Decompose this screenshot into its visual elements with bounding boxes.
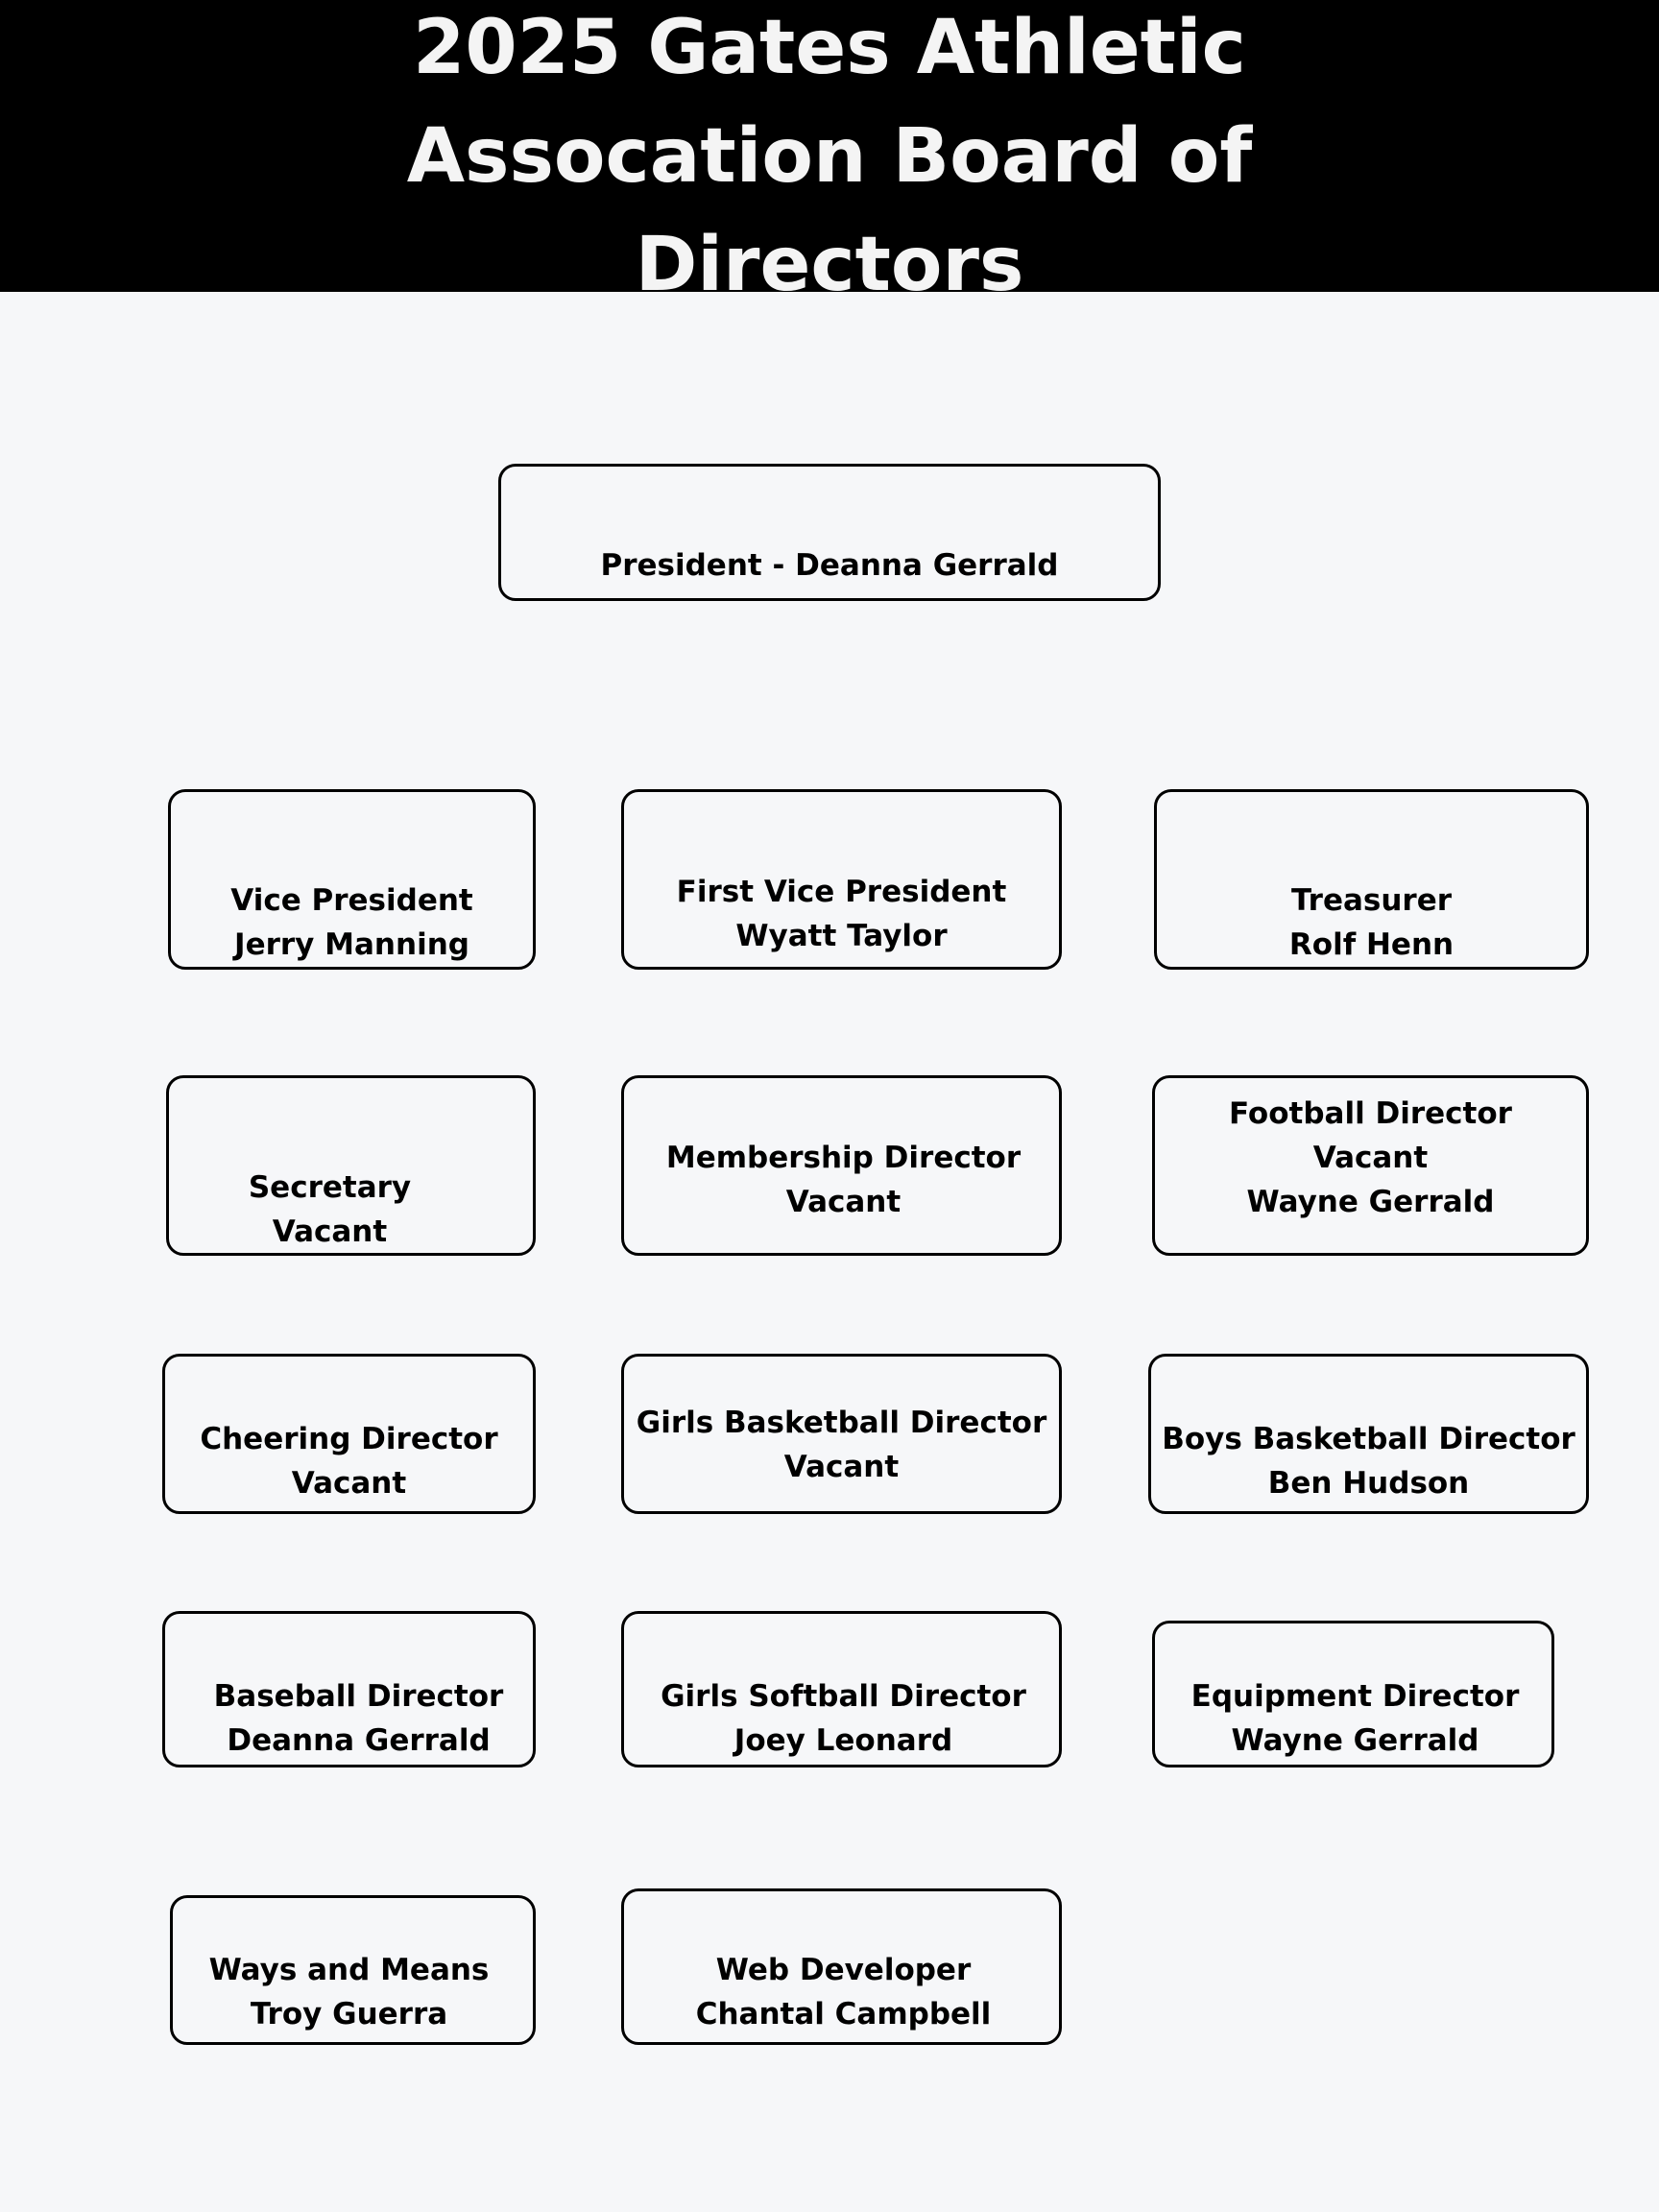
baseball-director-name: Deanna Gerrald <box>227 1723 491 1758</box>
title-line-1: 2025 Gates Athletic <box>413 5 1246 91</box>
first-vice-president-name: Wyatt Taylor <box>735 919 948 953</box>
first-vice-president-box <box>621 789 1062 970</box>
treasurer-name: Rolf Henn <box>1288 927 1455 962</box>
equipment-director-name: Wayne Gerrald <box>1231 1723 1479 1758</box>
membership-director-name: Vacant <box>785 1185 902 1219</box>
ways-and-means-name: Troy Guerra <box>250 1997 448 2032</box>
equipment-director-role: Equipment Director <box>1190 1679 1520 1714</box>
girls-basketball-director-box <box>621 1354 1062 1514</box>
baseball-director-role: Baseball Director <box>213 1679 504 1714</box>
first-vice-president-role: First Vice President <box>676 875 1007 909</box>
web-developer-name: Chantal Campbell <box>695 1997 992 2032</box>
vice-president-name: Jerry Manning <box>234 927 469 962</box>
membership-director-box <box>621 1075 1062 1256</box>
girls-basketball-director-name: Vacant <box>783 1450 900 1484</box>
football-director-box <box>1152 1075 1589 1256</box>
title-line-3: Directors <box>635 222 1024 292</box>
web-developer-box <box>621 1888 1062 2045</box>
title-banner <box>0 0 1659 292</box>
boys-basketball-director-box <box>1148 1354 1589 1514</box>
secretary-role: Secretary <box>248 1170 412 1205</box>
ways-and-means-role: Ways and Means <box>208 1953 490 1987</box>
membership-director-role: Membership Director <box>665 1141 1022 1175</box>
ways-and-means-box <box>170 1895 536 2045</box>
girls-softball-director-box <box>621 1611 1062 1767</box>
boys-basketball-director-name: Ben Hudson <box>1267 1466 1470 1501</box>
treasurer-role: Treasurer <box>1290 883 1453 918</box>
football-director-role: Football Director <box>1229 1096 1512 1131</box>
vice-president-box <box>168 789 536 970</box>
girls-softball-director-role: Girls Softball Director <box>661 1679 1026 1714</box>
girls-basketball-director-role: Girls Basketball Director <box>636 1406 1047 1440</box>
girls-softball-director-name: Joey Leonard <box>733 1723 953 1758</box>
cheering-director-name: Vacant <box>291 1466 407 1501</box>
football-director-name: Vacant <box>1312 1141 1429 1175</box>
secretary-name: Vacant <box>272 1214 388 1249</box>
cheering-director-box <box>162 1354 536 1514</box>
equipment-director-box <box>1152 1621 1554 1767</box>
title-line-2: Assocation Board of <box>406 113 1253 200</box>
president-label: President - Deanna Gerrald <box>600 548 1059 583</box>
treasurer-box <box>1154 789 1589 970</box>
vice-president-role: Vice President <box>230 883 473 918</box>
football-director-name-2: Wayne Gerrald <box>1246 1185 1495 1219</box>
boys-basketball-director-role: Boys Basketball Director <box>1162 1422 1575 1456</box>
web-developer-role: Web Developer <box>715 1953 972 1987</box>
cheering-director-role: Cheering Director <box>200 1422 498 1456</box>
secretary-box <box>166 1075 536 1256</box>
baseball-director-box <box>162 1611 536 1767</box>
page-title <box>0 0 1659 292</box>
president-box <box>498 464 1161 601</box>
